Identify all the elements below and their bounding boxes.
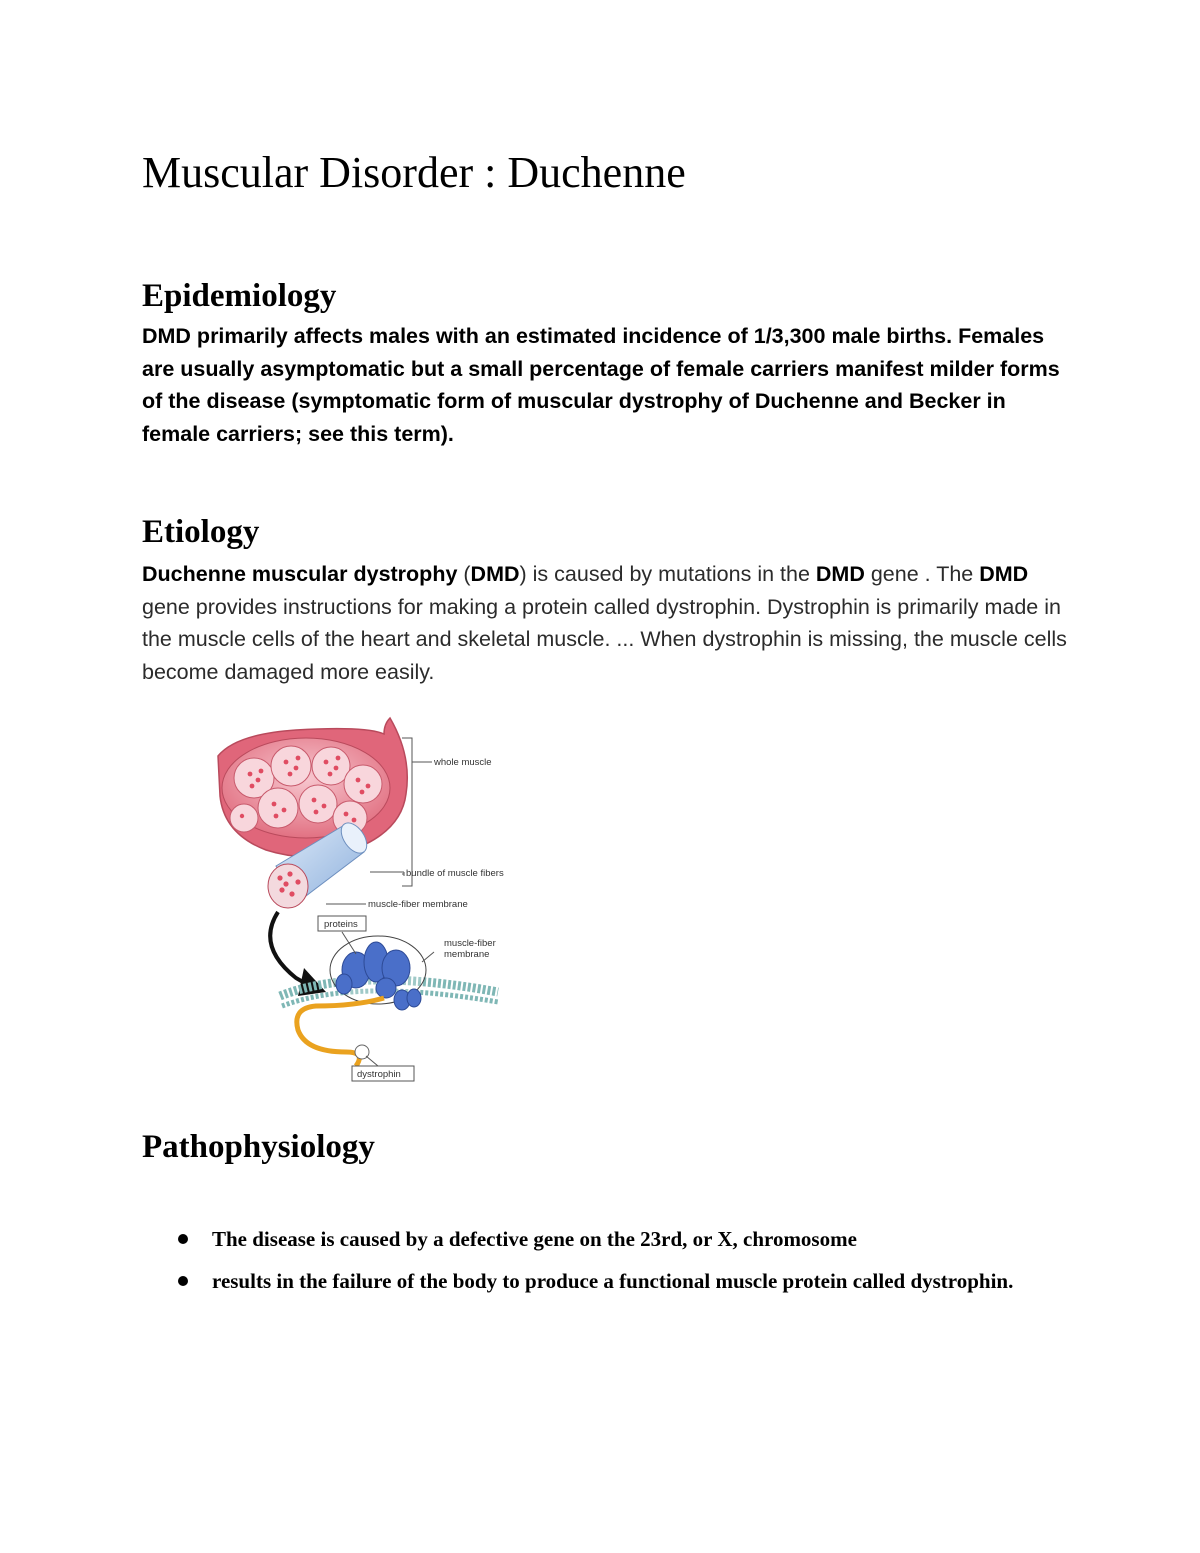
etiology-heading: Etiology <box>142 514 260 550</box>
pathophysiology-heading: Pathophysiology <box>142 1129 375 1165</box>
label-dystrophin: dystrophin <box>357 1069 401 1080</box>
pathophysiology-list <box>142 1218 1072 1302</box>
epidemiology-paragraph: DMD primarily affects males with an estimated incidence of 1/3,300 male births. Females are usually asymptomatic but a small percentage of female carriers manifest milder forms of the disease (symptomatic form of muscular dystrophy of Duchenne and Becker in female carriers; see this term). <box>142 324 1060 446</box>
etiology-segment: ) is caused by mutations in the <box>519 562 816 586</box>
etiology-segment: DMD <box>979 562 1029 586</box>
list-item <box>142 1260 1072 1302</box>
muscle-structure-diagram <box>206 716 518 1092</box>
etiology-segment: gene . The <box>864 562 980 586</box>
label-membrane: muscle-fiber membrane <box>368 899 468 910</box>
label-membrane-2a: muscle-fiber <box>444 938 496 949</box>
epidemiology-heading: Epidemiology <box>142 278 337 314</box>
label-bundle: bundle of muscle fibers <box>406 868 504 879</box>
etiology-segment: gene provides instructions for making a protein called dystrophin. Dystrophin is primarily made in the muscle cells of the heart and skeletal muscle. ... When dystrophin is missing, the muscle cells become damaged more easily. <box>142 594 1067 684</box>
whole-muscle-shape <box>218 718 407 857</box>
etiology-segment: DMD <box>815 562 865 586</box>
muscle-diagram-svg <box>206 716 518 1092</box>
etiology-segment: DMD <box>470 562 520 586</box>
bullet-text: The disease is caused by a defective gene on the 23rd, or X, chromosome <box>212 1227 857 1251</box>
etiology-paragraph <box>142 558 1072 688</box>
label-membrane-2b: membrane <box>444 949 490 960</box>
document-title: Muscular Disorder : Duchenne <box>142 148 686 197</box>
bullet-text: results in the failure of the body to produce a functional muscle protein called dystrophin. <box>212 1269 1014 1293</box>
dystrophin-strand <box>297 998 384 1066</box>
etiology-segment: ( <box>457 562 471 586</box>
etiology-segment: Duchenne muscular dystrophy <box>142 562 458 586</box>
label-proteins: proteins <box>324 919 358 930</box>
label-whole-muscle: whole muscle <box>434 757 492 768</box>
bullet-icon <box>178 1234 188 1244</box>
bullet-icon <box>178 1276 188 1286</box>
list-item <box>142 1218 1072 1260</box>
